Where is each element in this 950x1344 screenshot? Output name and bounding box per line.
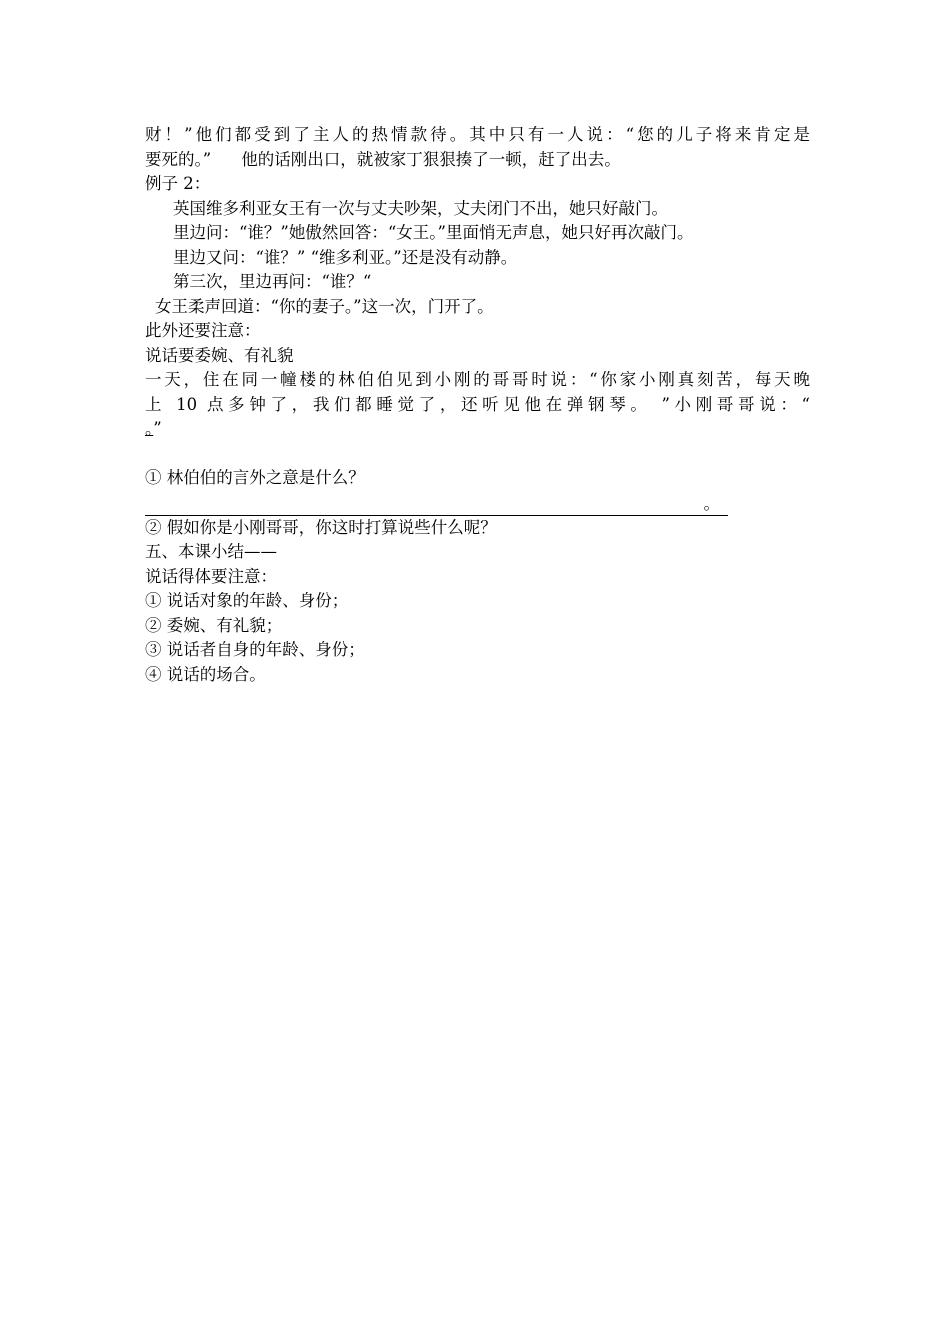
example1-line-2-a: 要死的。”	[145, 149, 212, 169]
summary-intro: 说话得体要注意：	[145, 566, 277, 586]
question-1-answer-line	[145, 491, 728, 516]
story-line-3	[145, 417, 810, 442]
question-1: ① 林伯伯的言外之意是什么？	[145, 468, 365, 487]
example2-last-line: 女王柔声回道：“你的妻子。”这一次，门开了。	[155, 296, 494, 316]
document-body	[145, 123, 810, 687]
question-2: ② 假如你是小刚哥哥，你这时打算说些什么呢？	[145, 517, 497, 537]
summary-item-4: ④ 说话的场合。	[145, 664, 266, 684]
story-answer-blank: 。	[145, 419, 154, 438]
summary-item-2: ② 委婉、有礼貌；	[145, 615, 283, 635]
story-line-2: 上 10 点多钟了，我们都睡觉了，还听见他在弹钢琴。 ”小刚哥哥说：“	[145, 394, 810, 414]
example2-line-3: 里边又问：“谁？” “维多利亚。”还是没有动静。	[173, 247, 518, 267]
summary-heading: 五、本课小结——	[145, 542, 277, 561]
example1-line-1: 财！”他们都受到了主人的热情款待。其中只有一人说：“您的儿子将来肯定是	[145, 125, 810, 144]
example1-line-2-b: 他的话刚出口，就被家丁狠狠揍了一顿，赶了出去。	[241, 149, 621, 169]
example2-line-4: 第三次，里边再问：“谁？“	[173, 272, 372, 291]
note-heading: 此外还要注意：	[145, 321, 261, 340]
example2-line-2: 里边问：“谁？”她傲然回答：“女王。”里面悄无声息，她只好再次敲门。	[173, 223, 694, 242]
example2-heading: 例子 2：	[145, 174, 211, 193]
example2-line-1: 英国维多利亚女王有一次与丈夫吵架，丈夫闭门不出，她只好敲门。	[173, 198, 668, 218]
summary-item-3: ③ 说话者自身的年龄、身份；	[145, 640, 365, 659]
example1-line-2	[145, 148, 810, 173]
note-subheading: 说话要委婉、有礼貌	[145, 345, 294, 365]
question-1-answer-end: 。	[703, 494, 720, 513]
story-line-3-quote: ”	[153, 419, 162, 438]
story-line-1: 一天，住在同一幢楼的林伯伯见到小刚的哥哥时说：“你家小刚真刻苦，每天晚	[145, 370, 810, 389]
summary-item-1: ① 说话对象的年龄、身份；	[145, 591, 349, 610]
